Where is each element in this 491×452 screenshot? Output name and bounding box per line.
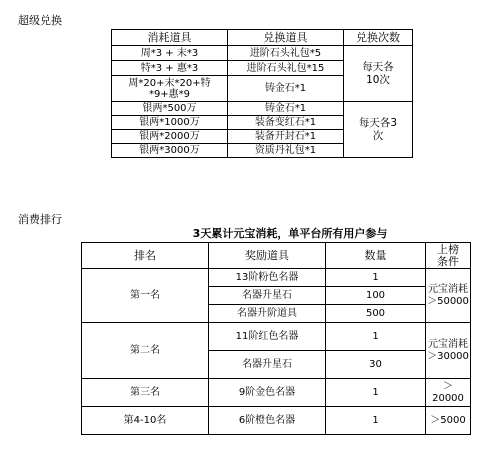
qty-cell: 100: [326, 287, 426, 305]
header-qty: 数量: [326, 243, 426, 269]
cost-cell: 周*20+末*20+特*9+惠*9: [112, 76, 228, 102]
item-cell: 进阶石头礼包*15: [228, 61, 344, 76]
rank-cell: 第4-10名: [82, 407, 209, 435]
reward-cell: 名器升阶道具: [209, 305, 326, 323]
limit-cell: 每天各10次: [344, 46, 413, 102]
table-row: [112, 102, 413, 116]
item-cell: 进阶石头礼包*5: [228, 46, 344, 61]
item-cell: 铸金石*1: [228, 102, 344, 116]
qty-cell: 30: [326, 351, 426, 379]
header-rank: 排名: [82, 243, 209, 269]
section-title-ranking: 消费排行: [18, 213, 62, 226]
reward-cell: 11阶红色名器: [209, 323, 326, 351]
exchange-table: [111, 29, 413, 158]
reward-cell: 9阶金色名器: [209, 379, 326, 407]
header-item: 兑换道具: [228, 30, 344, 46]
reward-cell: 名器升星石: [209, 287, 326, 305]
condition-cell: ＞5000: [426, 407, 471, 435]
section-title-exchange: 超级兑换: [18, 14, 62, 27]
rank-cell: 第三名: [82, 379, 209, 407]
cost-cell: 银两*500万: [112, 102, 228, 116]
reward-cell: 名器升星石: [209, 351, 326, 379]
item-cell: 装备变红石*1: [228, 116, 344, 130]
reward-cell: 13阶粉色名器: [209, 269, 326, 287]
table-row: [82, 407, 471, 435]
condition-cell: 元宝消耗＞30000: [426, 323, 471, 379]
header-reward: 奖励道具: [209, 243, 326, 269]
qty-cell: 500: [326, 305, 426, 323]
ranking-subtitle: 3天累计元宝消耗，单平台所有用户参与: [192, 227, 388, 240]
header-cost: 消耗道具: [112, 30, 228, 46]
condition-cell: 元宝消耗＞50000: [426, 269, 471, 323]
item-cell: 铸金石*1: [228, 76, 344, 102]
limit-cell: 每天各3次: [344, 102, 413, 158]
qty-cell: 1: [326, 323, 426, 351]
cost-cell: 银两*1000万: [112, 116, 228, 130]
reward-cell: 6阶橙色名器: [209, 407, 326, 435]
table-row: [112, 46, 413, 61]
item-cell: 资质丹礼包*1: [228, 144, 344, 158]
cost-cell: 特*3 + 惠*3: [112, 61, 228, 76]
ranking-table: [81, 242, 471, 435]
header-limit: 兑换次数: [344, 30, 413, 46]
table-row: [82, 269, 471, 287]
header-condition: 上榜条件: [426, 243, 471, 269]
qty-cell: 1: [326, 269, 426, 287]
condition-cell: ＞20000: [426, 379, 471, 407]
qty-cell: 1: [326, 407, 426, 435]
item-cell: 装备开封石*1: [228, 130, 344, 144]
qty-cell: 1: [326, 379, 426, 407]
table-row: [82, 323, 471, 351]
rank-cell: 第二名: [82, 323, 209, 379]
cost-cell: 银两*3000万: [112, 144, 228, 158]
cost-cell: 银两*2000万: [112, 130, 228, 144]
rank-cell: 第一名: [82, 269, 209, 323]
table-row: [82, 379, 471, 407]
cost-cell: 周*3 + 末*3: [112, 46, 228, 61]
